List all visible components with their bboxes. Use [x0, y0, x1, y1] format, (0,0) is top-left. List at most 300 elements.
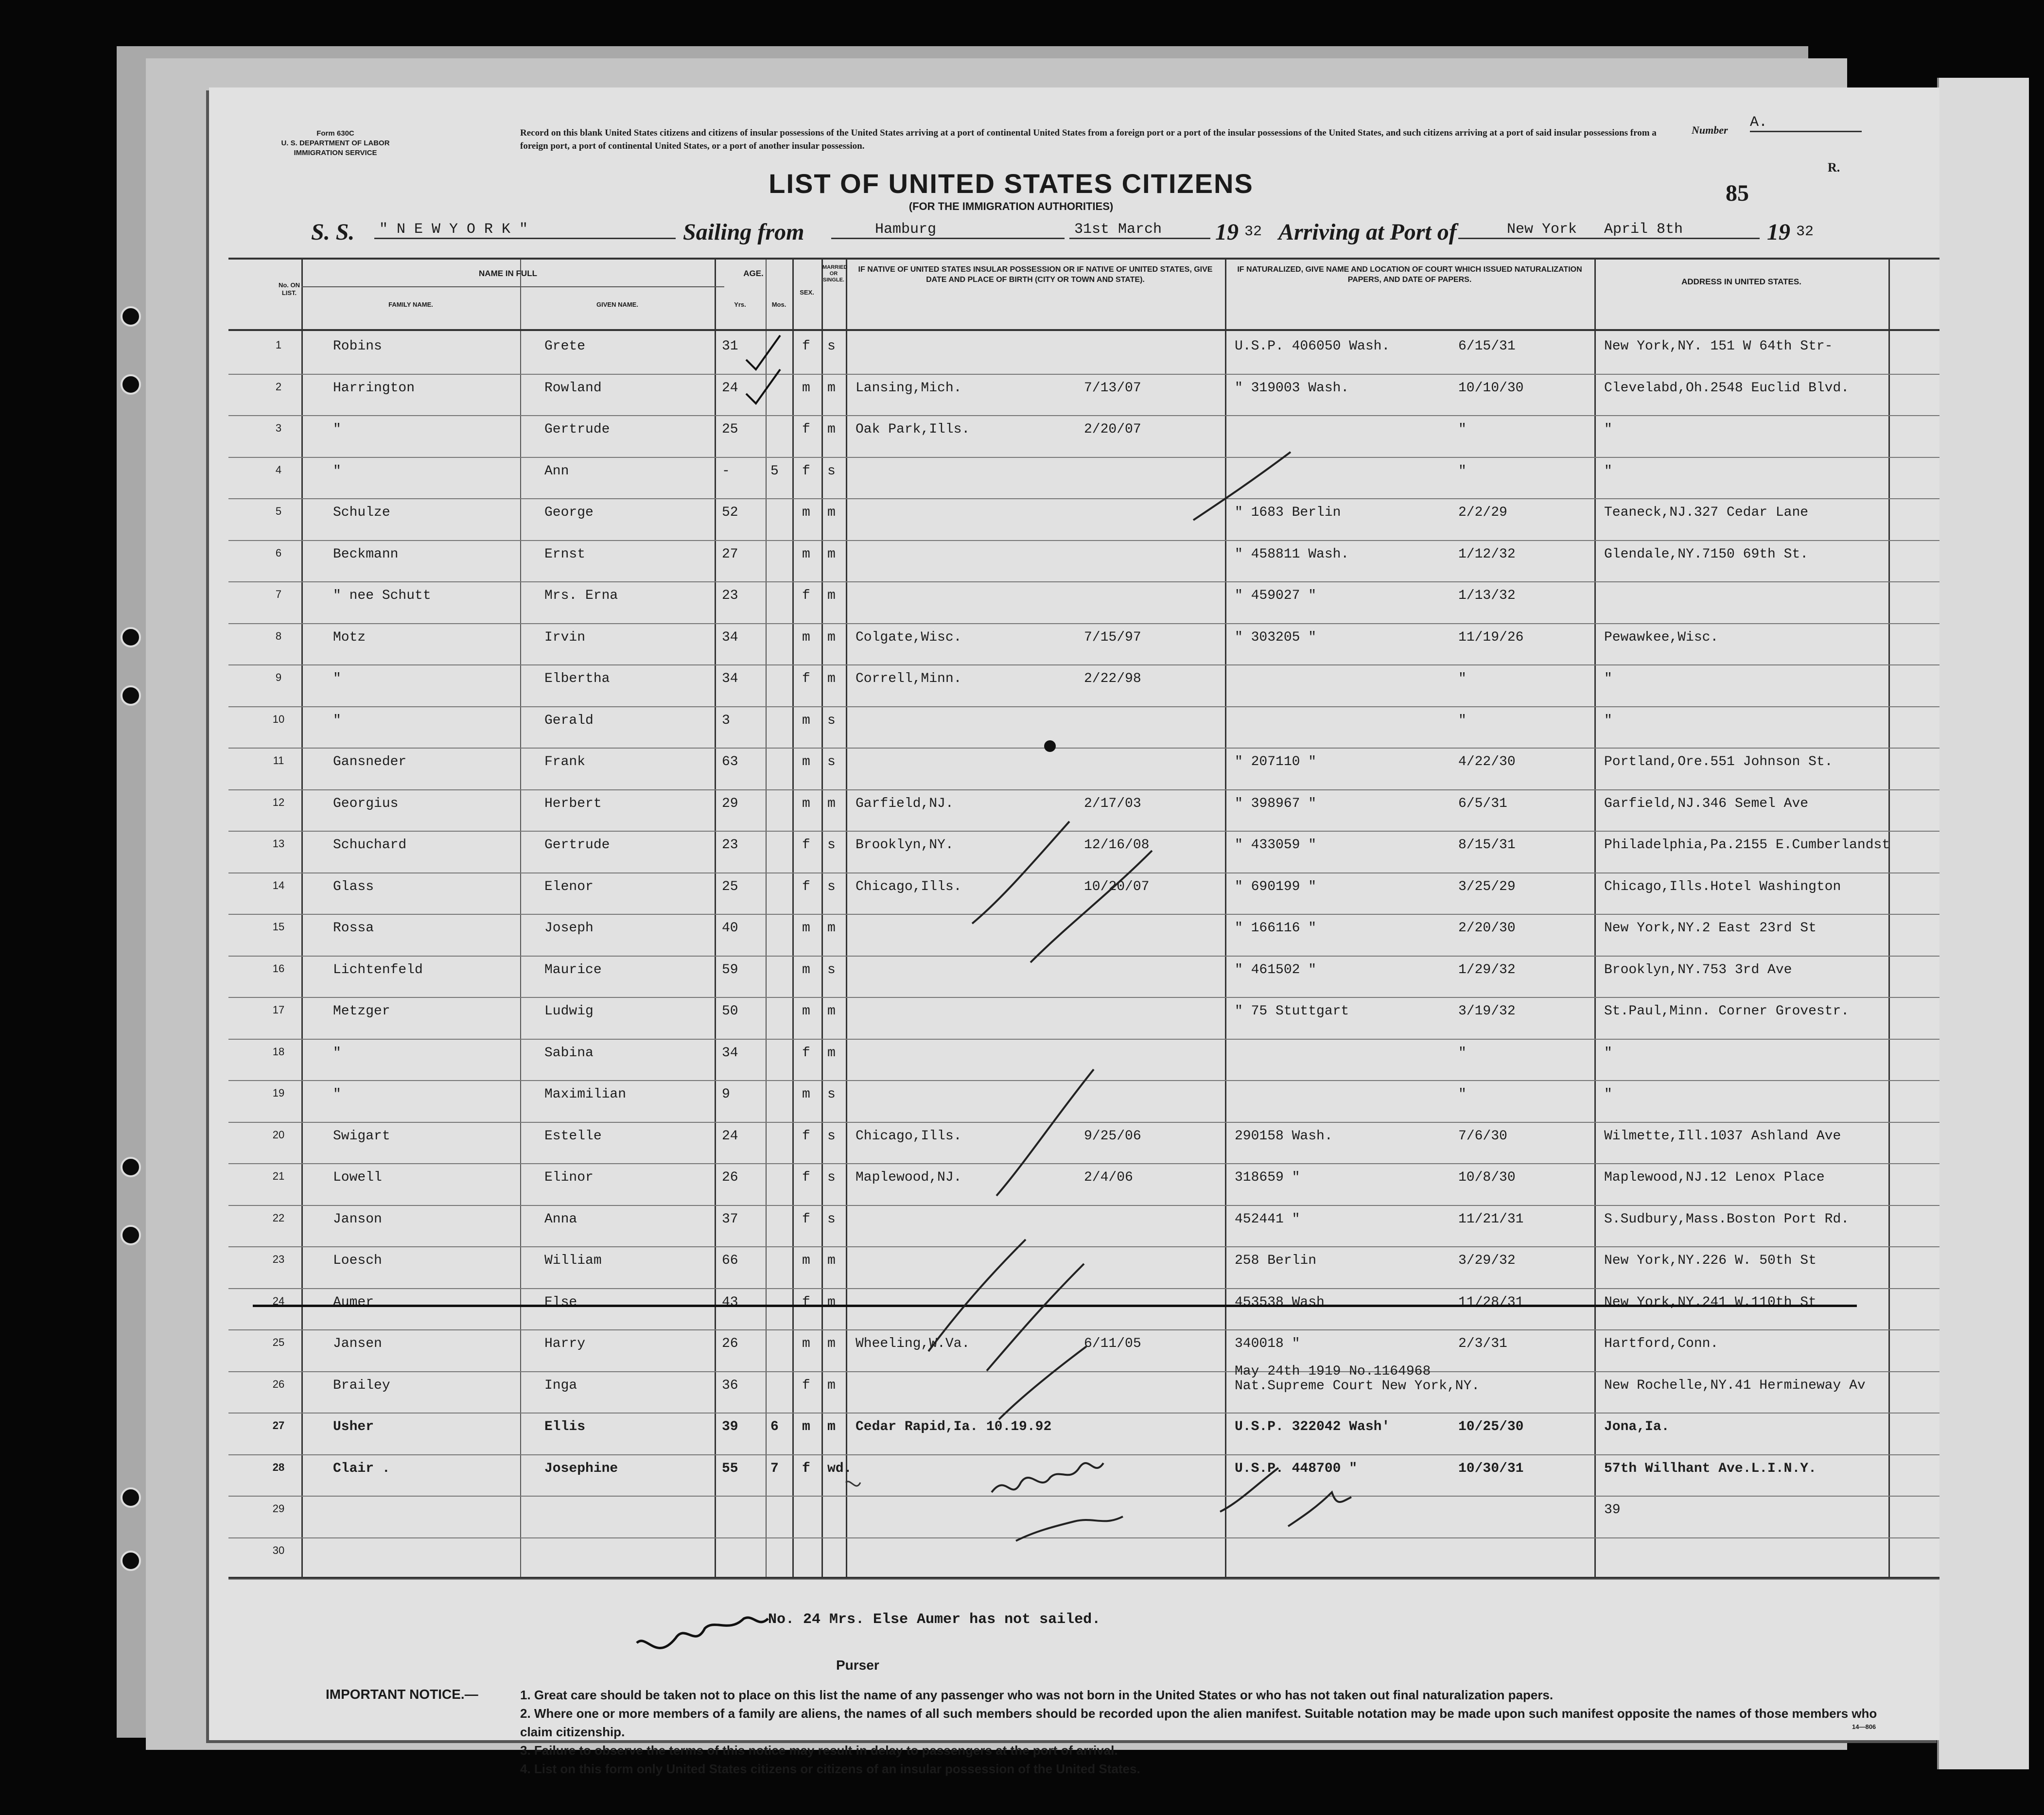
sex: m	[802, 1253, 810, 1268]
pen-stroke	[1031, 851, 1152, 962]
marital-status: m	[827, 1004, 836, 1019]
family-name: "	[333, 713, 341, 728]
family-name: Brailey	[333, 1378, 390, 1393]
age-months: 6	[770, 1419, 779, 1434]
punch-hole	[121, 374, 141, 395]
birth-place: Colgate,Wisc.	[856, 629, 962, 645]
family-name: Robins	[333, 339, 382, 354]
arriving-label: Arriving at Port of	[1278, 219, 1457, 245]
given-name: Else	[544, 1294, 577, 1310]
marital-status: s	[827, 1087, 836, 1102]
marital-status: m	[827, 588, 836, 603]
naturalization-court: 290158 Wash.	[1235, 1128, 1333, 1144]
row-number: 5	[275, 505, 282, 517]
marital-status: m	[827, 796, 836, 811]
family-name: Swigart	[333, 1128, 390, 1144]
given-name: Elinor	[544, 1170, 594, 1185]
family-name: Aumer	[333, 1294, 374, 1310]
punch-hole	[121, 627, 141, 647]
col-married-header: MARRIED OR SINGLE.	[822, 264, 848, 283]
birth-place: Correll,Minn.	[856, 671, 962, 686]
us-address: Garfield,NJ.346 Semel Ave	[1604, 796, 1809, 811]
given-name: Elenor	[544, 879, 594, 894]
age-years: 34	[722, 1045, 738, 1061]
naturalization-date: 4/22/30	[1458, 754, 1516, 769]
given-name: Ernst	[544, 546, 586, 562]
sailing-label: Sailing from	[683, 219, 804, 245]
birth-place: Oak Park,Ills.	[856, 422, 970, 437]
punch-hole	[121, 1551, 141, 1571]
age-years: 26	[722, 1336, 738, 1351]
sex: m	[802, 1087, 810, 1102]
sex: f	[802, 339, 810, 354]
us-address: "	[1604, 1087, 1612, 1102]
naturalization-court: " 319003 Wash.	[1235, 380, 1349, 396]
naturalization-date: "	[1458, 671, 1467, 686]
sex: f	[802, 588, 810, 603]
sex: m	[802, 546, 810, 562]
us-address: 57th Willhant Ave.L.I.N.Y.	[1604, 1461, 1817, 1476]
us-address: Hartford,Conn.	[1604, 1336, 1719, 1351]
page-title: LIST OF UNITED STATES CITIZENS	[769, 168, 1254, 199]
given-name: Herbert	[544, 796, 602, 811]
birth-date: 12/16/08	[1084, 838, 1150, 853]
naturalization-court: 340018 "	[1235, 1336, 1300, 1351]
birth-place: Wheeling,W.Va.	[856, 1336, 970, 1351]
col-native-header: IF NATIVE OF UNITED STATES INSULAR POSSESSION OR IF NATIVE OF UNITED STATES, GIVE DATE AND PLACE OF BIRTH (CITY OR TOWN AND STATE).	[858, 265, 1213, 284]
marital-status: s	[827, 879, 836, 894]
us-address: New York,NY.2 East 23rd St	[1604, 921, 1817, 936]
given-name: Harry	[544, 1336, 586, 1351]
family-name: Rossa	[333, 921, 374, 936]
naturalization-court: " 461502 "	[1235, 962, 1317, 977]
row-number: 3	[275, 422, 282, 434]
family-name: Schuchard	[333, 838, 407, 853]
row-number: 25	[272, 1336, 285, 1348]
family-name: Usher	[333, 1419, 374, 1434]
age-years: 24	[722, 380, 738, 396]
naturalization-date: 6/15/31	[1458, 339, 1516, 354]
col-sex-header: SEX.	[800, 289, 814, 296]
naturalization-court: " 1683 Berlin	[1235, 505, 1341, 520]
naturalization-court: U.S.P. 406050 Wash.	[1235, 339, 1390, 354]
naturalization-date: 3/29/32	[1458, 1253, 1516, 1268]
naturalization-date: 2/2/29	[1458, 505, 1507, 520]
family-name: Beckmann	[333, 546, 399, 562]
sex: m	[802, 629, 810, 645]
naturalization-court: U.S.P. 448700 "	[1235, 1461, 1358, 1476]
col-naturalized-header: IF NATURALIZED, GIVE NAME AND LOCATION OF COURT WHICH ISSUED NATURALIZATION PAPERS, AND DATE OF PAPERS.	[1237, 265, 1582, 284]
form-code: Form 630C	[316, 129, 354, 138]
given-name: Rowland	[544, 380, 602, 396]
naturalization-court: " 166116 "	[1235, 921, 1317, 936]
naturalization-court: " 75 Stuttgart	[1235, 1004, 1349, 1019]
us-address: New York,NY.241 W.110th St	[1604, 1294, 1817, 1310]
given-name: Sabina	[544, 1045, 594, 1061]
naturalization-date: 6/5/31	[1458, 796, 1507, 811]
age-years: 55	[722, 1461, 738, 1476]
row-number: 10	[272, 713, 285, 725]
marital-status: m	[827, 1294, 836, 1310]
naturalization-date: 2/3/31	[1458, 1336, 1507, 1351]
col-mos-header: Mos.	[771, 301, 786, 308]
given-name: Elbertha	[544, 671, 610, 686]
right-page-strip	[1937, 78, 2029, 1769]
arrival-port: New York	[1458, 221, 1599, 239]
us-address: New York,NY.226 W. 50th St	[1604, 1253, 1817, 1268]
row-number: 9	[275, 671, 282, 683]
row-number: 7	[275, 588, 282, 600]
us-address: Wilmette,Ill.1037 Ashland Ave	[1604, 1128, 1841, 1144]
us-address: "	[1604, 713, 1612, 728]
marital-status: m	[827, 546, 836, 562]
given-name: Gertrude	[544, 838, 610, 853]
age-years: 25	[722, 422, 738, 437]
naturalization-date: "	[1458, 1087, 1467, 1102]
r-mark: R.	[1828, 160, 1840, 175]
not-sailed-note: No. 24 Mrs. Else Aumer has not sailed.	[768, 1611, 1101, 1628]
ss-label: S. S.	[311, 219, 355, 245]
naturalization-date: 10/10/30	[1458, 380, 1524, 396]
age-years: 24	[722, 1128, 738, 1144]
naturalization-court: " 458811 Wash.	[1235, 546, 1349, 562]
family-name: Jansen	[333, 1336, 382, 1351]
punch-hole	[121, 1225, 141, 1245]
pen-stroke	[999, 1346, 1086, 1419]
naturalization-date: 2/20/30	[1458, 921, 1516, 936]
birth-place: Cedar Rapid,Ia. 10.19.92	[856, 1419, 1052, 1434]
age-years: 63	[722, 754, 738, 769]
us-address: "	[1604, 1045, 1612, 1061]
pen-stroke	[972, 821, 1069, 924]
family-name: "	[333, 1045, 341, 1061]
col-age-header: AGE.	[743, 269, 764, 278]
marital-status: m	[827, 921, 836, 936]
naturalization-court: 318659 "	[1235, 1170, 1300, 1185]
sex: f	[802, 1211, 810, 1227]
col-yrs-header: Yrs.	[734, 301, 746, 308]
row-number: 1	[275, 339, 282, 351]
sex: f	[802, 1294, 810, 1310]
birth-place: Garfield,NJ.	[856, 796, 954, 811]
number-label: Number	[1692, 124, 1728, 136]
naturalization-court: " 207110 "	[1235, 754, 1317, 769]
sex: f	[802, 671, 810, 686]
family-name: Clair .	[333, 1461, 390, 1476]
age-years: 39	[722, 1419, 738, 1434]
family-name: Georgius	[333, 796, 399, 811]
age-years: 27	[722, 546, 738, 562]
age-years: 66	[722, 1253, 738, 1268]
department-name: U. S. DEPARTMENT OF LABOR	[281, 139, 390, 147]
naturalization-date: 1/13/32	[1458, 588, 1516, 603]
given-name: Gertrude	[544, 422, 610, 437]
us-address: S.Sudbury,Mass.Boston Port Rd.	[1604, 1211, 1850, 1227]
family-name: Schulze	[333, 505, 390, 520]
given-name: Ann	[544, 463, 569, 479]
age-years: -	[722, 463, 730, 479]
punch-hole	[121, 1487, 141, 1508]
age-years: 34	[722, 629, 738, 645]
family-name: Motz	[333, 629, 366, 645]
given-name: Josephine	[544, 1461, 618, 1476]
sex: m	[802, 754, 810, 769]
notice-item: 3. Failure to observe the terms of this notice may result in delay to passengers at the port of arrival.	[520, 1743, 1118, 1758]
sex: f	[802, 1170, 810, 1185]
ship-name: " N E W Y O R K "	[374, 221, 676, 239]
manifest-page	[209, 87, 1939, 1776]
naturalization-date: "	[1458, 422, 1467, 437]
naturalization-court: 258 Berlin	[1235, 1253, 1317, 1268]
birth-place: Chicago,Ills.	[856, 879, 962, 894]
print-code: 14—806	[1852, 1723, 1876, 1730]
sex: m	[802, 962, 810, 977]
row-number: 12	[272, 796, 285, 808]
naturalization-date: 1/12/32	[1458, 546, 1516, 562]
age-years: 34	[722, 671, 738, 686]
naturalization-date: 3/19/32	[1458, 1004, 1516, 1019]
handwritten-inspection-note	[992, 1463, 1123, 1541]
birth-place: Brooklyn,NY.	[856, 838, 954, 853]
us-address: St.Paul,Minn. Corner Grovestr.	[1604, 1004, 1850, 1019]
naturalization-court: " 433059 "	[1235, 838, 1317, 853]
us-address: Maplewood,NJ.12 Lenox Place	[1604, 1170, 1825, 1185]
family-name: Harrington	[333, 380, 415, 396]
handwritten-marks	[209, 87, 1939, 1740]
punch-hole	[121, 306, 141, 327]
sex: f	[802, 838, 810, 853]
marital-status: m	[827, 629, 836, 645]
sex: f	[802, 422, 810, 437]
birth-place: Chicago,Ills.	[856, 1128, 962, 1144]
sex: m	[802, 1336, 810, 1351]
naturalization-date: 10/8/30	[1458, 1170, 1516, 1185]
given-name: Ludwig	[544, 1004, 594, 1019]
family-name: "	[333, 422, 341, 437]
sex: f	[802, 463, 810, 479]
pen-stroke	[846, 1482, 860, 1486]
naturalization-date: "	[1458, 1045, 1467, 1061]
us-address: Pewawkee,Wisc.	[1604, 629, 1719, 645]
marital-status: s	[827, 838, 836, 853]
age-years: 31	[722, 339, 738, 354]
number-value: A.	[1750, 114, 1862, 132]
naturalization-date: 1/29/32	[1458, 962, 1516, 977]
age-years: 52	[722, 505, 738, 520]
us-address: Chicago,Ills.Hotel Washington	[1604, 879, 1841, 894]
birth-place: Lansing,Mich.	[856, 380, 962, 396]
row-number: 21	[272, 1170, 285, 1182]
arrival-date: April 8th	[1599, 221, 1760, 239]
family-name: "	[333, 463, 341, 479]
row-number: 22	[272, 1211, 285, 1224]
notice-title: IMPORTANT NOTICE.—	[326, 1687, 478, 1702]
marital-status: m	[827, 422, 836, 437]
marital-status: s	[827, 962, 836, 977]
us-address: Glendale,NY.7150 69th St.	[1604, 546, 1809, 562]
form-instructions: Record on this blank United States citizens and citizens of insular possessions of the United States arriving at a port of continental United States from a foreign port or a port of the insular possessions of the United States, and such citizens arriving at a port of said insular possessions from a foreign port, a port of continental United States, or a port of another insular possession.	[520, 128, 1657, 151]
us-address: "	[1604, 463, 1612, 479]
punch-hole	[121, 685, 141, 706]
naturalization-court: 452441 "	[1235, 1211, 1300, 1227]
us-address: Jona,Ia.	[1604, 1419, 1670, 1434]
family-name: Lichtenfeld	[333, 962, 423, 977]
sex: m	[802, 1004, 810, 1019]
marital-status: s	[827, 1170, 836, 1185]
family-name: " nee Schutt	[333, 588, 431, 603]
naturalization-date: 10/30/31	[1458, 1461, 1524, 1476]
row-number: 19	[272, 1087, 285, 1099]
age-months: 5	[770, 463, 779, 479]
us-address: "	[1604, 671, 1612, 686]
given-name: Gerald	[544, 713, 594, 728]
sailing-year: 32	[1244, 224, 1262, 240]
us-address: 39	[1604, 1502, 1621, 1518]
naturalization-court: " 459027 "	[1235, 588, 1317, 603]
marital-status: m	[827, 671, 836, 686]
page-number: 85	[1726, 180, 1749, 206]
age-years: 3	[722, 713, 730, 728]
age-years: 25	[722, 879, 738, 894]
sailing-date: 31st March	[1069, 221, 1210, 239]
age-years: 59	[722, 962, 738, 977]
family-name: Metzger	[333, 1004, 390, 1019]
naturalization-court: " 398967 "	[1235, 796, 1317, 811]
marital-status: wd.	[827, 1461, 852, 1476]
row-number: 20	[272, 1128, 285, 1141]
row-number: 18	[272, 1045, 285, 1058]
marital-status: s	[827, 463, 836, 479]
purser-signature	[637, 1618, 768, 1648]
row-number: 15	[272, 921, 285, 933]
sex: m	[802, 380, 810, 396]
col-family-header: FAMILY NAME.	[388, 301, 433, 308]
marital-status: m	[827, 1045, 836, 1061]
marital-status: s	[827, 1128, 836, 1144]
age-years: 36	[722, 1378, 738, 1393]
col-name-header: NAME IN FULL	[479, 269, 537, 278]
sex: m	[802, 796, 810, 811]
sex: m	[802, 505, 810, 520]
row-number: 17	[272, 1004, 285, 1016]
row-number: 24	[272, 1294, 285, 1307]
naturalization-date: 3/25/29	[1458, 879, 1516, 894]
sailing-port: Hamburg	[831, 221, 1065, 239]
marital-status: s	[827, 754, 836, 769]
given-name: Inga	[544, 1378, 577, 1393]
sex: f	[802, 1045, 810, 1061]
marital-status: s	[827, 1211, 836, 1227]
given-name: Maurice	[544, 962, 602, 977]
row-number: 4	[275, 463, 282, 476]
us-address: Clevelabd,Oh.2548 Euclid Blvd.	[1604, 380, 1850, 396]
naturalization-court: May 24th 1919 No.1164968 Nat.Supreme Court New York,NY.	[1235, 1363, 1480, 1394]
pen-stroke	[928, 1239, 1026, 1351]
age-years: 26	[722, 1170, 738, 1185]
family-name: Glass	[333, 879, 374, 894]
naturalization-court: " 303205 "	[1235, 629, 1317, 645]
us-address: New Rochelle,NY.41 Hermineway Av	[1604, 1378, 1866, 1393]
age-years: 37	[722, 1211, 738, 1227]
age-years: 50	[722, 1004, 738, 1019]
checkmark	[746, 369, 780, 403]
naturalization-court: " 690199 "	[1235, 879, 1317, 894]
given-name: Ellis	[544, 1419, 586, 1434]
punch-hole	[121, 1157, 141, 1177]
marital-status: m	[827, 380, 836, 396]
marital-status: m	[827, 1336, 836, 1351]
naturalization-date: 11/21/31	[1458, 1211, 1524, 1227]
row-number: 27	[272, 1419, 285, 1431]
naturalization-date: 11/28/31	[1458, 1294, 1524, 1310]
us-address: Brooklyn,NY.753 3rd Ave	[1604, 962, 1792, 977]
year-prefix-2: 19	[1767, 219, 1790, 245]
row-number: 29	[272, 1502, 285, 1515]
naturalization-date: 10/25/30	[1458, 1419, 1524, 1434]
naturalization-court: 453538 Wash	[1235, 1294, 1325, 1310]
birth-date: 2/20/07	[1084, 422, 1141, 437]
family-name: Lowell	[333, 1170, 382, 1185]
page-subtitle: (FOR THE IMMIGRATION AUTHORITIES)	[908, 200, 1114, 212]
row-number: 2	[275, 380, 282, 393]
row-number: 11	[273, 754, 284, 767]
sex: f	[802, 1128, 810, 1144]
given-name: William	[544, 1253, 602, 1268]
notice-item: 2. Where one or more members of a family are aliens, the names of all such members should be recorded upon the alien manifest. Suitable notation may be made upon such manifest opposite the names of those members who claim citizenship.	[520, 1706, 1877, 1739]
sex: m	[802, 921, 810, 936]
age-years: 40	[722, 921, 738, 936]
row-number: 23	[272, 1253, 285, 1265]
naturalization-date: 11/19/26	[1458, 629, 1524, 645]
age-years: 43	[722, 1294, 738, 1310]
birth-date: 7/13/07	[1084, 380, 1141, 396]
row-number: 16	[272, 962, 285, 975]
age-years: 23	[722, 838, 738, 853]
service-name: IMMIGRATION SERVICE	[294, 149, 377, 157]
us-address: "	[1604, 422, 1612, 437]
family-name: "	[333, 1087, 341, 1102]
col-address-header: ADDRESS IN UNITED STATES.	[1681, 277, 1801, 286]
birth-date: 2/17/03	[1084, 796, 1141, 811]
marital-status: s	[827, 713, 836, 728]
notice-item: 4. List on this form only United States citizens or citizens of an insular possession of the United States.	[520, 1762, 1140, 1776]
naturalization-date: 7/6/30	[1458, 1128, 1507, 1144]
row-number: 26	[272, 1378, 285, 1390]
given-name: Anna	[544, 1211, 577, 1227]
naturalization-date: 8/15/31	[1458, 838, 1516, 853]
given-name: Grete	[544, 339, 586, 354]
marital-status: s	[827, 339, 836, 354]
given-name: Frank	[544, 754, 586, 769]
family-name: "	[333, 671, 341, 686]
col-no-header: No. ON LIST.	[278, 281, 300, 297]
given-name: Joseph	[544, 921, 594, 936]
sex: f	[802, 1378, 810, 1393]
us-address: Philadelphia,Pa.2155 E.Cumberlandst	[1604, 838, 1890, 853]
row-number: 28	[272, 1461, 285, 1473]
notice-list	[520, 1686, 1881, 1778]
naturalization-date: "	[1458, 463, 1467, 479]
given-name: Maximilian	[544, 1087, 627, 1102]
us-address: New York,NY. 151 W 64th Str-	[1604, 339, 1833, 354]
ink-blot	[1044, 740, 1056, 752]
row-number: 30	[272, 1544, 285, 1556]
family-name: Janson	[333, 1211, 382, 1227]
pen-stroke	[1193, 452, 1291, 520]
birth-date: 10/20/07	[1084, 879, 1150, 894]
purser-label: Purser	[836, 1658, 879, 1673]
age-years: 23	[722, 588, 738, 603]
